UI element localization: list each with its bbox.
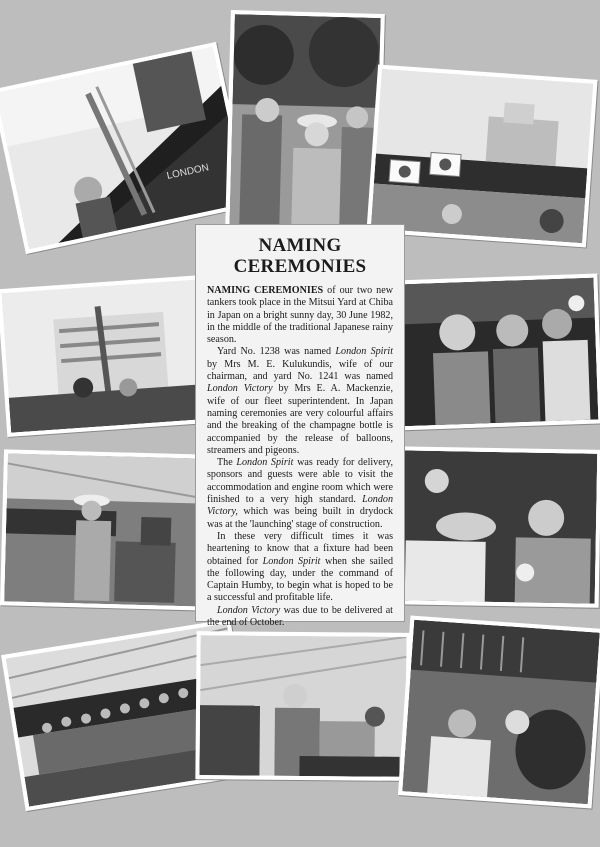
photo-men-talking [391, 273, 600, 430]
ship-name: London Victory, [207, 494, 393, 518]
ship-hull-lettering: LONDON [165, 162, 210, 182]
p2-text-a: Yard No. 1238 was named [217, 346, 336, 358]
p4-text-b: when she sailed the following day, under the command of Captain Humby, to begin what is hoped to be a successful and profitable life. [207, 555, 394, 604]
photo-ship-superstructure [0, 275, 213, 437]
photo-dinner-guests [391, 446, 600, 608]
p5-text-b: was due to be delivered at the end of October. [207, 604, 393, 629]
article-title [207, 235, 393, 277]
photo-ceremony-table [0, 449, 210, 610]
photo-ship-bow-streamers [0, 42, 251, 254]
ship-name: London Victory [207, 383, 273, 395]
photo-woman-ceremony [195, 631, 410, 781]
p4-text-a: In these very difficult times it was heartening to know that a fixture had been obtained for [207, 530, 393, 567]
paragraph-4 [207, 531, 393, 605]
paragraph-5 [207, 605, 393, 630]
p3-text-c: which was being built in drydock was at the 'launching' stage of construction. [207, 506, 393, 530]
paragraph-1-text: of our two new tankers took place in the Mitsui Yard at Chiba in Japan on a bright sunny day, 30 June 1982, in the middle of the traditional Japanese rainy season. [207, 285, 393, 346]
title-line-2: CEREMONIES [233, 256, 367, 277]
article-panel [195, 224, 405, 629]
p2-text-b: by Mrs M. E. Kulukundis, wife of our chairman, and yard No. 1241 was named [207, 358, 393, 383]
p2-text-c: by Mrs E. A. Mackenzie, wife of our fleet superintendent. In Japan naming ceremonies are very colourful affairs and the breaking of the champagne bottle is accompanied by the release of balloons, streamers and pigeons. [207, 383, 393, 456]
photo-engine-room [398, 615, 600, 808]
lead-in: NAMING CEREMONIES [207, 285, 324, 296]
ship-name: London Spirit [236, 457, 294, 469]
title-line-1: NAMING [258, 235, 342, 256]
p3-text-a: The [217, 457, 237, 469]
ship-name: London Spirit [262, 555, 321, 567]
p3-text-b: was ready for delivery, sponsors and guests were able to visit the accommodation and engine room which were finished to a very high standard. [207, 457, 393, 506]
photo-ship-japanese-flags [366, 65, 597, 248]
paragraph-3 [207, 457, 393, 531]
ship-name: London Spirit [335, 346, 394, 358]
article-body [207, 285, 393, 629]
photo-woman-in-hat [225, 10, 385, 234]
ship-name: London Victory [217, 604, 281, 616]
paragraph-2 [207, 346, 393, 457]
paragraph-1 [207, 285, 393, 346]
